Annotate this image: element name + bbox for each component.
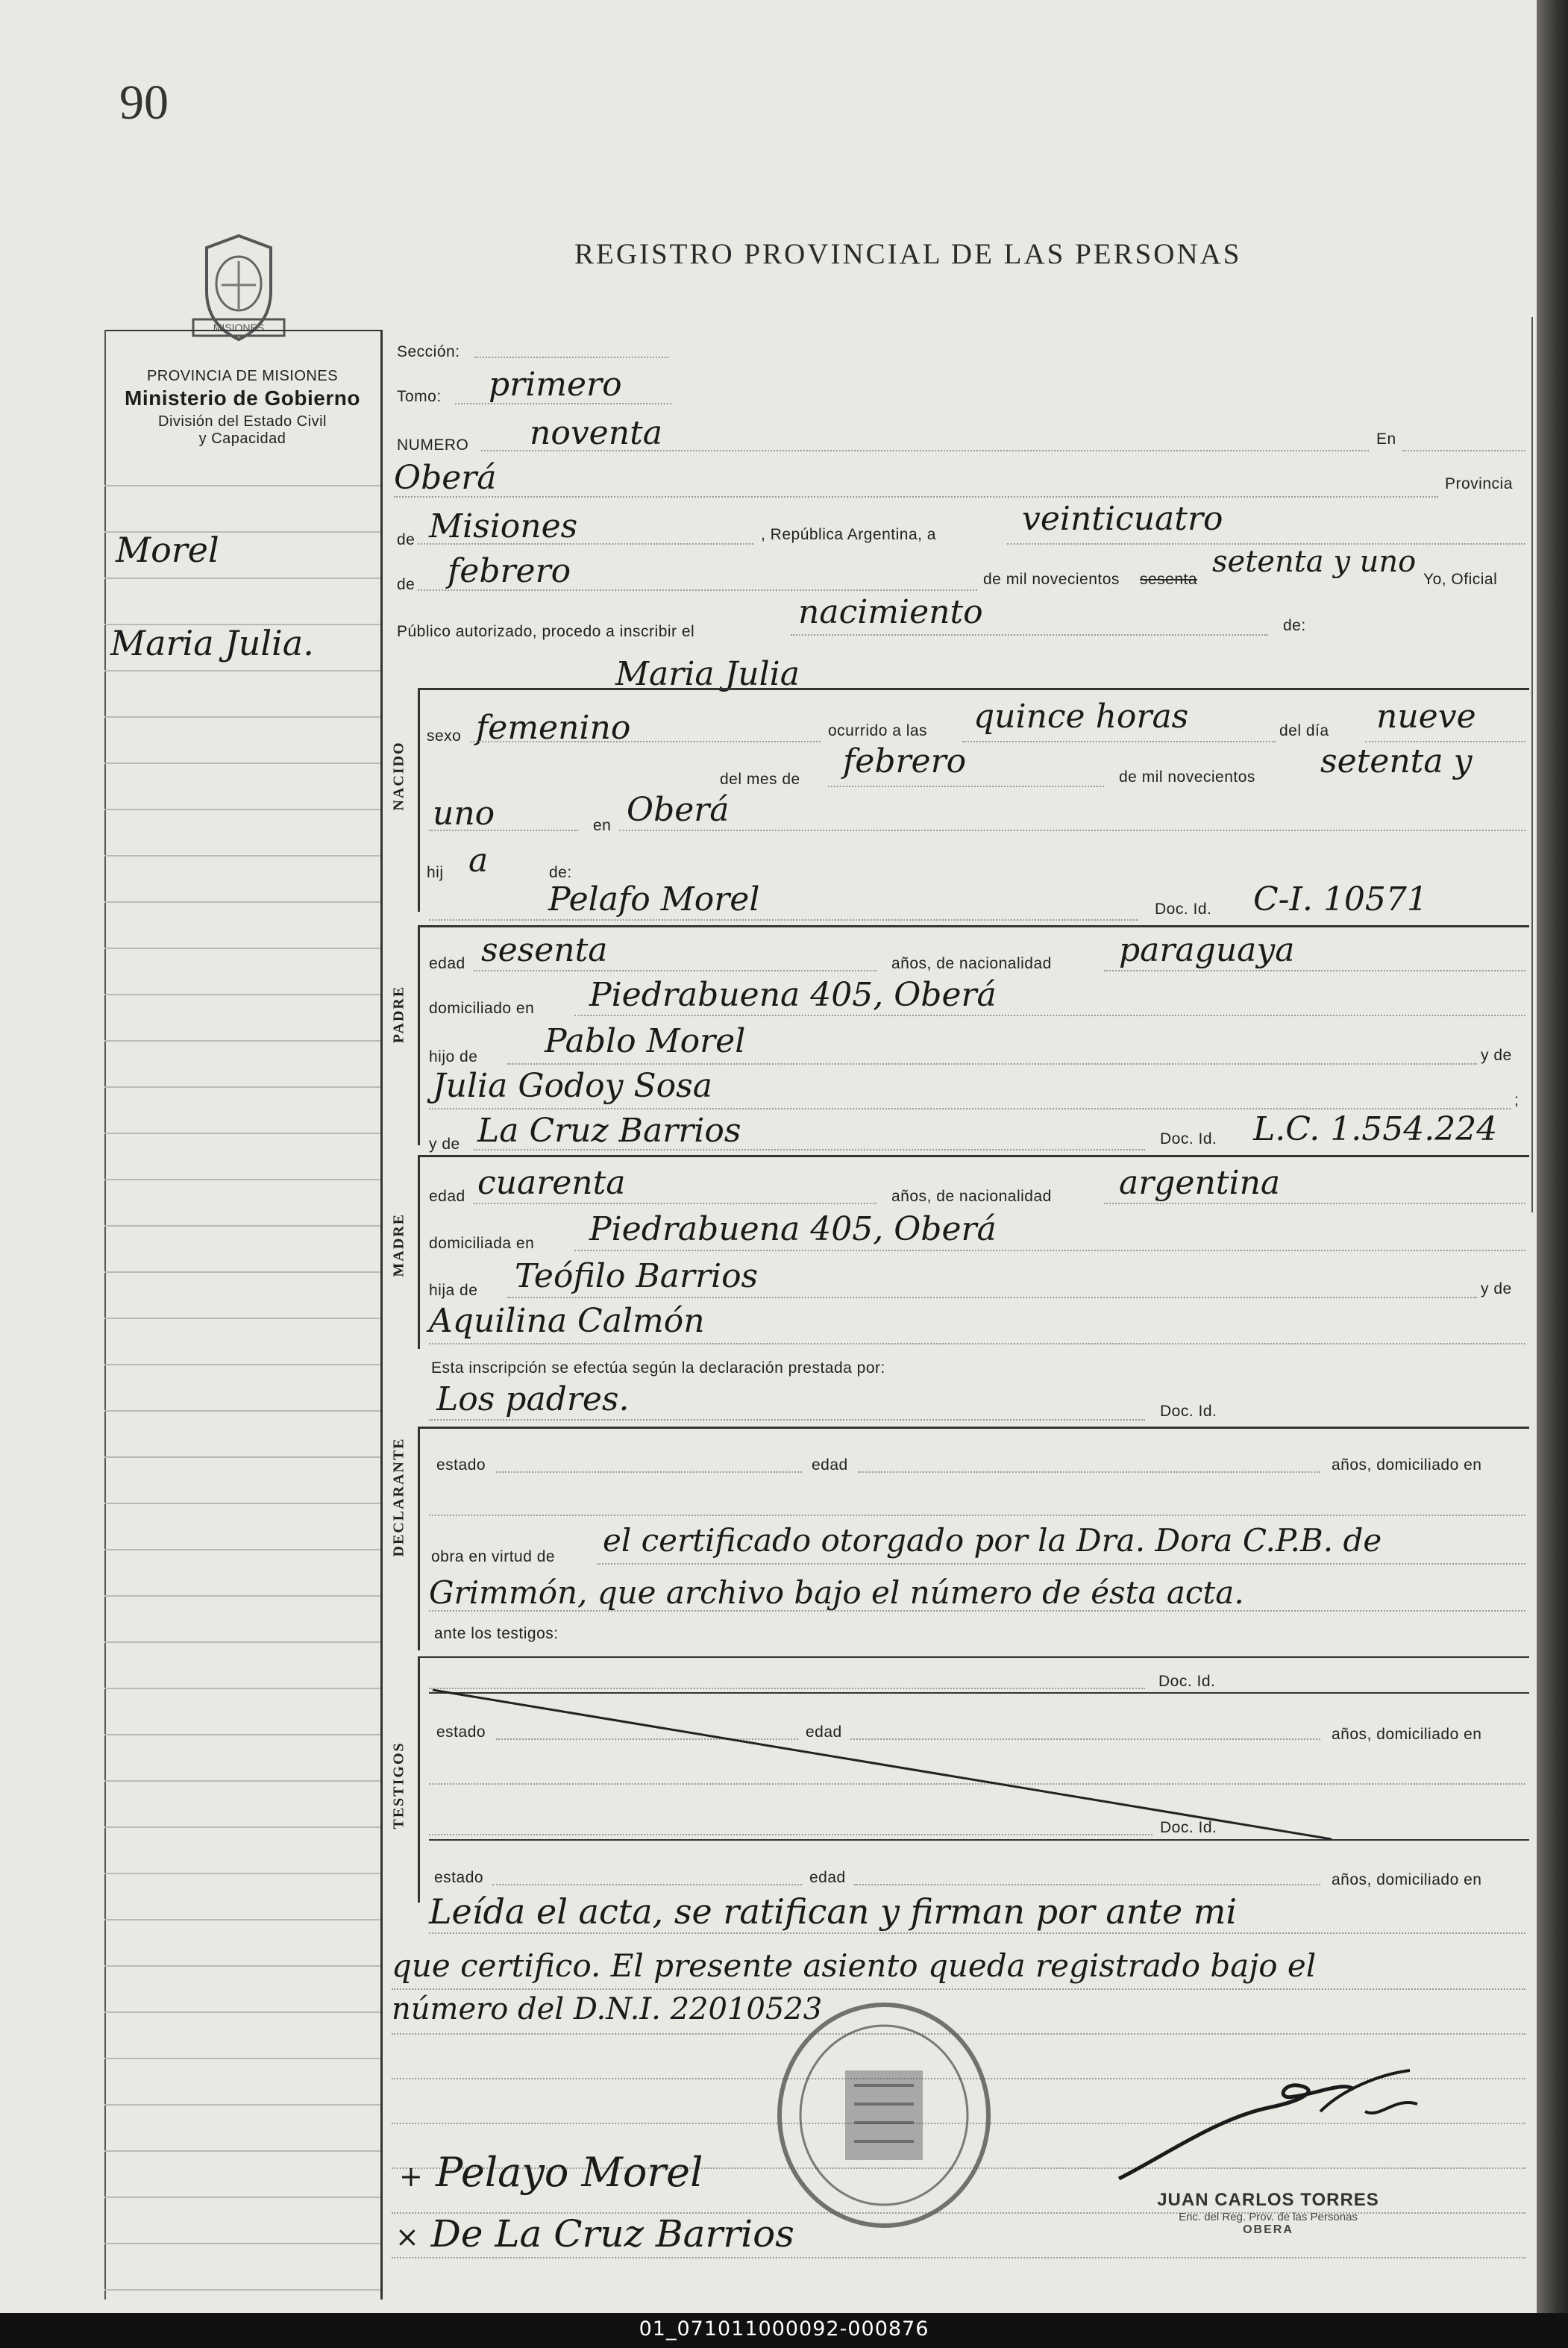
margin-ruled-line: [104, 809, 380, 810]
declarante-top-rule: [418, 1427, 1529, 1429]
acto-line: [791, 634, 1268, 636]
label-publico: Público autorizado, procedo a inscribir el: [397, 623, 695, 640]
cierre-line-2: que certifico. El presente asiento queda registrado bajo el: [392, 1947, 1317, 1984]
madre-left-rule: [418, 1155, 420, 1349]
provincia-value: Misiones: [429, 507, 578, 545]
dia-inscripcion: veinticuatro: [1022, 500, 1223, 538]
declarante-extra-line: [429, 1515, 1525, 1516]
lugar-nacimiento-line: [619, 830, 1525, 831]
madre-nacionalidad: argentina: [1119, 1164, 1281, 1202]
edad-testigo-2-line: [854, 1884, 1320, 1885]
margin-ruled-line: [104, 1456, 380, 1458]
sexo-line: [470, 741, 821, 742]
label-de-mil-2: de mil novecientos: [1119, 768, 1255, 786]
authority-division: División del Estado Civil: [158, 413, 327, 430]
estado-testigo-2-line: [492, 1884, 802, 1885]
acto-value: nacimiento: [798, 593, 983, 631]
label-semicolon: ;: [1514, 1092, 1520, 1109]
obra-line-2: Grimmón, que archivo bajo el número de ésta acta.: [429, 1574, 1244, 1611]
numero-value: noventa: [530, 414, 662, 452]
sexo-value: femenino: [476, 709, 631, 747]
label-doc-id-madre: Doc. Id.: [1160, 1130, 1217, 1148]
margin-ruled-line: [104, 1873, 380, 1874]
padre-madre: Julia Godoy Sosa: [433, 1067, 712, 1105]
obra-line-1: el certificado otorgado por la Dra. Dora C.P.B. de: [603, 1522, 1382, 1559]
seal-text: MISIONES: [213, 322, 265, 334]
label-y-de-madre-nombre: y de: [429, 1136, 460, 1153]
hora-value: quince horas: [973, 698, 1189, 736]
lugar-nacimiento: Oberá: [627, 791, 730, 829]
margin-ruled-line: [104, 1410, 380, 1412]
margin-ruled-line: [104, 670, 380, 671]
margin-ruled-line: [104, 1780, 380, 1782]
tomo-line: [455, 403, 671, 404]
authority-province: PROVINCIA DE MISIONES: [146, 368, 339, 384]
anio-nacimiento-2: uno: [433, 795, 495, 833]
margin-ruled-line: [104, 1179, 380, 1180]
lugar-value: Oberá: [394, 459, 497, 497]
officer-signature: [1097, 2067, 1455, 2194]
declarante-left-rule: [418, 1427, 420, 1650]
label-obra: obra en virtud de: [431, 1548, 556, 1565]
signature-father-name: Pelayo Morel: [436, 2149, 703, 2196]
margin-ruled-line: [104, 1688, 380, 1689]
label-doc-id-padre: Doc. Id.: [1155, 901, 1212, 918]
label-edad-declarante: edad: [812, 1456, 848, 1474]
margin-ruled-line: [104, 2197, 380, 2198]
padre-domicilio-line: [574, 1015, 1525, 1016]
padre-padre: Pablo Morel: [545, 1022, 746, 1060]
label-del-dia: del día: [1279, 722, 1329, 739]
margin-ruled-line: [104, 855, 380, 857]
label-doc-id-declarante: Doc. Id.: [1160, 1403, 1217, 1420]
margin-ruled-line: [104, 2104, 380, 2106]
margin-ruled-line: [104, 1965, 380, 1967]
label-yo-oficial: Yo, Oficial: [1423, 571, 1498, 588]
madre-domicilio: Piedrabuena 405, Oberá: [589, 1210, 997, 1248]
label-anos-dom-declarante: años, domiciliado en: [1332, 1456, 1482, 1474]
book-binding: [1537, 0, 1568, 2313]
declarante-line: [429, 1419, 1145, 1421]
label-hijo-de: hijo de: [429, 1048, 478, 1065]
label-hij: hij: [427, 864, 444, 881]
label-de-colon-2: de:: [549, 864, 572, 881]
padre-top-rule: [418, 925, 1529, 927]
padre-edad-line: [474, 970, 876, 971]
edad-declarante-line: [858, 1471, 1320, 1473]
label-estado-testigo-1: estado: [436, 1724, 486, 1741]
officer-title: Enc. del Reg. Prov. de las Personas: [1179, 2211, 1358, 2223]
label-tomo: Tomo:: [397, 388, 442, 405]
margin-ruled-line: [104, 1595, 380, 1597]
cierre-2-line: [392, 1988, 1525, 1990]
anio-tachado: sesenta: [1140, 571, 1198, 588]
margin-ruled-line: [104, 1086, 380, 1088]
dia-nacimiento: nueve: [1376, 698, 1476, 736]
authority-division-2: y Capacidad: [198, 431, 286, 447]
madre-nombre-line: [474, 1149, 1145, 1150]
margin-surname: Morel: [116, 530, 219, 570]
madre-edad-line: [474, 1203, 876, 1204]
margin-ruled-line: [104, 2243, 380, 2244]
margin-ruled-line: [104, 716, 380, 718]
margin-ruled-line: [104, 485, 380, 486]
madre-padre-line: [507, 1297, 1477, 1298]
label-ante-testigos: ante los testigos:: [434, 1625, 559, 1642]
margin-ruled-line: [104, 1919, 380, 1920]
madre-edad: cuarenta: [477, 1164, 626, 1202]
margin-ruled-line: [104, 1040, 380, 1042]
label-del-mes: del mes de: [720, 771, 800, 788]
label-edad-testigo-2: edad: [809, 1869, 846, 1886]
section-testigos: TESTIGOS: [390, 1741, 407, 1829]
label-declaracion: Esta inscripción se efectúa según la declaración prestada por:: [431, 1359, 885, 1377]
register-title: REGISTRO PROVINCIAL DE LAS PERSONAS: [574, 238, 1242, 270]
label-de-2: de: [397, 576, 415, 593]
label-edad-madre: edad: [429, 1188, 465, 1205]
label-nacionalidad-madre: años, de nacionalidad: [891, 1188, 1052, 1205]
margin-ruled-line: [104, 1364, 380, 1365]
hij-suffix: a: [468, 842, 489, 880]
margin-ruled-line: [104, 1133, 380, 1134]
margin-given-names: Maria Julia.: [110, 623, 314, 663]
padre-doc: C-I. 10571: [1253, 880, 1428, 918]
label-en-2: en: [593, 817, 612, 834]
margin-ruled-line: [104, 901, 380, 903]
label-edad-testigo-1: edad: [806, 1724, 842, 1741]
margin-ruled-line: [104, 1271, 380, 1273]
margin-ruled-line: [104, 948, 380, 949]
label-hija-de: hija de: [429, 1282, 478, 1299]
label-de-mil: de mil novecientos: [983, 571, 1120, 588]
folio-number: 90: [119, 75, 169, 130]
cierre-1-line: [429, 1932, 1525, 1934]
nacido-left-rule: [418, 688, 420, 912]
label-domiciliada: domiciliada en: [429, 1235, 535, 1252]
testigos-left-rule: [418, 1656, 420, 1903]
label-domiciliado-padre: domiciliado en: [429, 1000, 535, 1017]
blank-line-5: [392, 2257, 1525, 2258]
anio-nac-line: [429, 830, 578, 831]
margin-ruled-line: [104, 1734, 380, 1735]
label-doc-id-testigo-1: Doc. Id.: [1158, 1673, 1216, 1690]
padre-nombre-line: [429, 919, 1138, 921]
provincia-line: [418, 543, 753, 545]
officer-name: JUAN CARLOS TORRES: [1157, 2190, 1379, 2210]
testigos-top-rule: [418, 1656, 1529, 1658]
label-republica: , República Argentina, a: [761, 526, 936, 543]
obra-2-line: [429, 1610, 1525, 1612]
label-sexo: sexo: [427, 727, 462, 745]
madre-top-rule: [418, 1155, 1529, 1157]
section-madre: MADRE: [390, 1212, 407, 1277]
label-anos-dom-testigo-2: años, domiciliado en: [1332, 1871, 1482, 1888]
signature-father: + Pelayo Morel: [399, 2149, 703, 2196]
hora-line: [962, 741, 1276, 742]
margin-ruled-line: [104, 2012, 380, 2013]
padre-nombre: Pelafo Morel: [548, 880, 760, 918]
margin-top-rule: [104, 330, 382, 331]
anio-nacimiento-1: setenta y: [1320, 742, 1473, 780]
label-de-colon: de:: [1283, 617, 1306, 634]
en-line: [1402, 450, 1525, 451]
label-nacionalidad-padre: años, de nacionalidad: [891, 955, 1052, 972]
label-estado-testigo-2: estado: [434, 1869, 484, 1886]
padre-left-rule: [418, 925, 420, 1145]
official-round-stamp: [772, 2000, 996, 2231]
padre-nacionalidad-line: [1104, 970, 1525, 971]
margin-ruled-line: [104, 1318, 380, 1319]
margin-ruled-line: [104, 2058, 380, 2059]
anio-inscripcion: setenta y uno: [1212, 545, 1417, 579]
declarante-value: Los padres.: [436, 1380, 630, 1418]
padre-edad: sesenta: [481, 931, 608, 969]
padre-padre-line: [507, 1063, 1477, 1065]
mes-nacimiento-line: [828, 786, 1104, 787]
margin-ruled-line: [104, 2150, 380, 2152]
label-anos-dom-testigo-1: años, domiciliado en: [1332, 1726, 1482, 1743]
label-en: En: [1376, 431, 1396, 448]
seccion-line: [474, 357, 668, 358]
image-identifier: 01_071011000092-000876: [639, 2317, 929, 2341]
margin-ruled-line: [104, 2289, 380, 2291]
signature-mother-name: De La Cruz Barrios: [430, 2212, 794, 2255]
label-seccion: Sección:: [397, 343, 460, 360]
padre-nacionalidad: paraguaya: [1119, 931, 1295, 969]
margin-ruled-line: [104, 1225, 380, 1227]
margin-ruled-line: [104, 1826, 380, 1828]
testigos-cancel-stroke: [429, 1682, 1339, 1847]
signature-mother: × De La Cruz Barrios: [395, 2212, 794, 2255]
label-y-de-madre: y de: [1481, 1280, 1512, 1297]
madre-padre: Teófilo Barrios: [515, 1257, 759, 1295]
nacido-top-rule: [418, 688, 1529, 690]
right-border: [1531, 317, 1533, 1212]
madre-madre: Aquilina Calmón: [429, 1302, 705, 1340]
authority-ministry: Ministerio de Gobierno: [125, 386, 360, 410]
padre-madre-line: [429, 1108, 1511, 1109]
section-declarante: DECLARANTE: [390, 1437, 407, 1557]
coat-of-arms-seal: [183, 231, 295, 343]
madre-madre-line: [429, 1343, 1525, 1344]
label-estado-declarante: estado: [436, 1456, 486, 1474]
margin-ruled-line: [104, 577, 380, 579]
mes-inscripcion-line: [418, 589, 977, 591]
madre-nombre: La Cruz Barrios: [477, 1112, 741, 1150]
madre-domicilio-line: [574, 1250, 1525, 1251]
label-provincia: Provincia: [1445, 475, 1513, 492]
madre-doc: L.C. 1.554.224: [1253, 1110, 1498, 1148]
margin-left-rule: [104, 330, 106, 2300]
numero-line: [481, 450, 1369, 451]
label-doc-id-testigo-2: Doc. Id.: [1160, 1819, 1217, 1836]
officer-stamp: [1134, 2190, 1402, 2237]
mes-inscripcion: febrero: [448, 552, 571, 590]
cierre-line-3: número del D.N.I. 22010523: [392, 1992, 823, 2026]
padre-domicilio: Piedrabuena 405, Oberá: [589, 976, 997, 1014]
section-padre: PADRE: [390, 985, 407, 1044]
margin-ruled-line: [104, 1549, 380, 1550]
margin-ruled-line: [104, 1641, 380, 1643]
label-de-1: de: [397, 531, 415, 548]
lugar-line: [394, 496, 1438, 498]
tomo-value: primero: [489, 366, 622, 404]
section-nacido: NACIDO: [390, 741, 407, 811]
margin-divider: [380, 330, 383, 2300]
officer-location: OBERA: [1243, 2223, 1293, 2236]
obra-1-line: [597, 1563, 1525, 1565]
label-edad-padre: edad: [429, 955, 465, 972]
margin-ruled-line: [104, 1503, 380, 1504]
margin-ruled-line: [104, 763, 380, 764]
estado-declarante-line: [496, 1471, 802, 1473]
margin-ruled-line: [104, 994, 380, 995]
cierre-line-1: Leída el acta, se ratifican y firman por ante mi: [429, 1891, 1238, 1932]
label-y-de-padre: y de: [1481, 1047, 1512, 1064]
madre-nacionalidad-line: [1104, 1203, 1525, 1204]
label-numero: NUMERO: [397, 436, 469, 454]
mes-nacimiento: febrero: [843, 742, 967, 780]
label-ocurrido: ocurrido a las: [828, 722, 928, 739]
nombre-nacido: Maria Julia: [615, 655, 800, 693]
issuing-authority: [104, 368, 380, 448]
